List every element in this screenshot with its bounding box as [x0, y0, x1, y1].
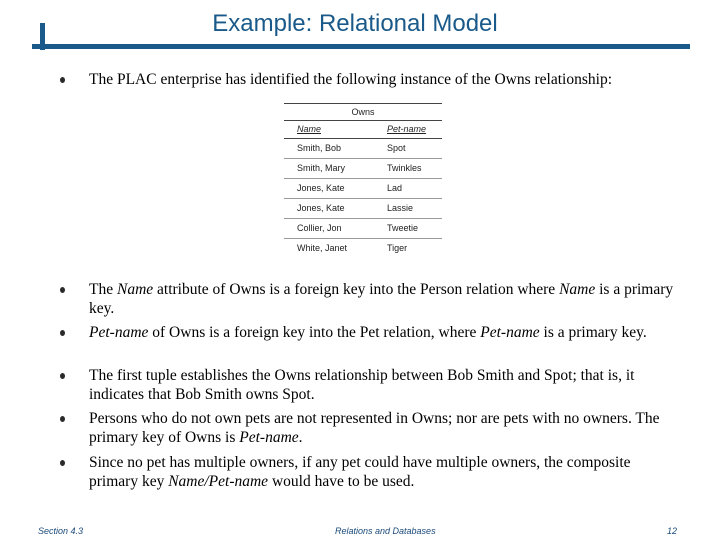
table-cell-name: Jones, Kate: [297, 183, 345, 193]
bullet-text: Persons who do not own pets are not represented in Owns; nor are pets with no owners. The primary key of Owns is Pet-name.: [89, 410, 660, 446]
bullet-icon: [60, 77, 65, 83]
table-cell-pet-name: Tiger: [387, 243, 408, 253]
table-cell-name: Jones, Kate: [297, 203, 345, 213]
table-cell-name: Collier, Jon: [297, 223, 342, 233]
table-header: [284, 121, 442, 138]
footer-course-title: Relations and Databases: [335, 526, 436, 536]
bullet-icon: [60, 460, 65, 466]
column-header-pet-name: Pet-name: [387, 124, 427, 134]
table-row: [284, 159, 442, 178]
bullet-icon: [60, 287, 65, 293]
bullet-icon: [60, 330, 65, 336]
table-row: [284, 239, 442, 258]
table-cell-pet-name: Lad: [387, 183, 403, 193]
bullet-text: The first tuple establishes the Owns relationship between Bob Smith and Spot; that is, it indicates that Bob Smith owns Spot.: [89, 367, 635, 403]
bullet-text: Pet-name of Owns is a foreign key into the Pet relation, where Pet-name is a primary key.: [89, 324, 647, 341]
table-row: [284, 139, 442, 158]
table-row: [284, 179, 442, 198]
table-cell-pet-name: Twinkles: [387, 163, 422, 173]
bullet-icon: [60, 373, 65, 379]
footer-section: Section 4.3: [38, 526, 84, 536]
table-cell-pet-name: Spot: [387, 143, 406, 153]
bullet-text: The Name attribute of Owns is a foreign key into the Person relation where Name is a primary key.: [89, 281, 674, 317]
table-cell-name: White, Janet: [297, 243, 348, 253]
table-cell-name: Smith, Mary: [297, 163, 346, 173]
slide-title: Example: Relational Model: [212, 10, 498, 37]
bullet-text: The PLAC enterprise has identified the following instance of the Owns relationship:: [89, 71, 613, 88]
table-row: [284, 199, 442, 218]
column-header-name: Name: [297, 124, 322, 134]
table-cell-name: Smith, Bob: [297, 143, 342, 153]
table-row: [284, 219, 442, 238]
owns-table: [284, 103, 442, 258]
bullet-icon: [60, 416, 65, 422]
table-caption: Owns: [351, 107, 375, 117]
title-bar-horizontal: [32, 44, 690, 49]
table-cell-pet-name: Lassie: [387, 203, 414, 213]
footer-page-number: 12: [667, 526, 678, 536]
table-cell-pet-name: Tweetie: [387, 223, 419, 233]
bullet-text: Since no pet has multiple owners, if any pet could have multiple owners, the composite primary key Name/Pet-name would have to be used.: [89, 454, 631, 490]
